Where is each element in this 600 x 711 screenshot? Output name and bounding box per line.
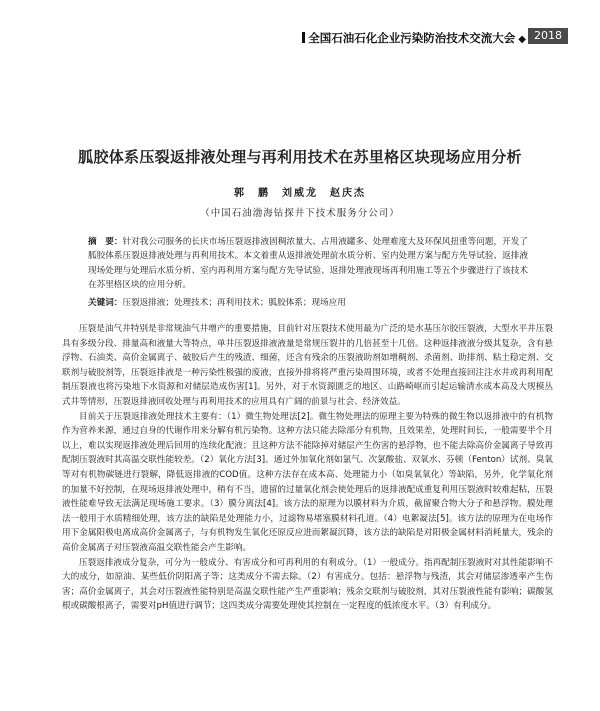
paper-title: 胍胶体系压裂返排液处理与再利用技术在苏里格区块现场应用分析: [78, 148, 522, 166]
year-badge: 2018: [528, 28, 568, 44]
abstract: [88, 235, 528, 292]
paragraph: 目前关于压裂返排液处理技术主要有：（1）微生物处理法[2]。微生物处理法的原理主要为特殊的微生物以返排液中的有机物作为营养来源，通过自身的代谢作用来分解有机污染物。这种方法只能去除部分有机物，且效果差，处理时间长，一般需要半个月以上，难以实现返排液处理后回用的连续化配液；且这种方法不能除掉对储层产生伤害的悬浮物，也不能去除高价金属离子导致再配制压裂液时其高温交联性能较差。（2）氧化方法[3]。通过外加氧化剂如氯气、次氯酸盐、双氧水、芬顿（Fenton）试剂、臭氧等对有机物碳链进行裂解，降低返排液的COD值。这种方法存在成本高、处理能力小（如臭氧氧化）等缺陷，另外，化学氧化剂的加量不好控制，在现场返排液处理中，稍有不当，遗留的过量氧化剂会使处理后的返排液配成重复利用压裂液时较难起粘，压裂液性能难导致无法满足现场施工要求。（3）膜分离法[4]。该方法的原理为以膜材料为介质，截留聚合物大分子和悬浮物。膜处理法一般用于水质精细处理，该方法的缺陷是处理能力小，过滤物易堵塞膜材料孔道。（4）电絮凝法[5]。该方法的原理为在电场作用下金属阳极电离成高价金属离子，与有机物发生氧化还原反应进而絮凝沉降，该方法的缺陷是对阳极金属材料消耗量大，残余的高价金属离子对压裂液高温交联性能会产生影响。: [62, 411, 553, 553]
paragraph: 压裂返排液成分复杂，可分为一般成分、有害成分和可再利用的有利成分。（1）一般成分。指再配制压裂液时对其性能影响不大的成分，如原油、某些低价阴阳离子等；这类成分不需去除。（2）有害成分。包括：悬浮物与残渣，其会对储层渗透率产生伤害；高价金属离子，其会对压裂液性能特别是高温交联性能产生严重影响；残余交联剂与破胶剂，其对压裂液性能有影响；碳酸氢根或碳酸根离子，需要对pH值进行调节；这四类成分需要处理使其控制在一定程度的低浓度水平。（3）有利成分。: [62, 557, 553, 612]
authors: 郭 鹏 刘威龙 赵庆杰: [234, 188, 366, 199]
abstract-text: 针对我公司服务的长庆市场压裂返排液固稠浓量大、占用液罐多、处理难度大及环保风扭重等问题，开发了胍胶体系压裂返排液处理与再利用技术。本文着重从返排液处理前水质分析、室内处理方案与配方先导试验、返排液现场处理与处理后水质分析、室内再利用方案与配方先导试验、返排处理液现场再利用施工等五个步骤进行了该技术在苏里格区块的应用分析。: [88, 237, 528, 290]
abstract-label: 摘 要：: [88, 237, 123, 247]
keywords-text: 压裂返排液；处理技术；再利用技术；胍胶体系；现场应用: [122, 298, 346, 308]
paragraph: 压裂是油气井特别是非常规油气井增产的重要措施，目前针对压裂技术使用最为广泛的是水基压尔胶压裂液，大型水平井压裂具有多级分段、排量高和液量大等特点，单井压裂返排液液量是常规压裂井的几倍甚至十几倍。这种返排液液分级其复杂，含有悬浮物、石油类、高价金属离子、破胶后产生的残渣、细菌，还含有残余的压裂液助剂如增稠剂、杀菌剂、助排剂、粘土稳定剂、交联剂与破胶剂等，压裂返排液是一种污染性极强的废液，直接外排将将严重污染周围环境，或者不处理直接回注注水井或再利用配制压裂液也将污染地下水资源和对储层造成伤害[1]。另外，对于水资源匮乏的地区、山路崎岖而引起运输清水成本高及大规模丛式井等情形，压裂返排液回收处理与再利用技术的应用具有广阔的前景与社会、经济效益。: [62, 324, 553, 407]
affiliation: （中国石油渤海钻探井下技术服务分公司）: [200, 208, 400, 219]
header-bar-icon: [302, 32, 305, 43]
diamond-icon: ◆: [518, 34, 526, 45]
body-text: [62, 322, 553, 614]
keywords-label: 关键词：: [88, 298, 123, 308]
keywords: [88, 296, 528, 310]
conference-name: 全国石油石化企业污染防治技术交流大会 ◆: [302, 30, 526, 46]
conference-header: [0, 28, 600, 48]
